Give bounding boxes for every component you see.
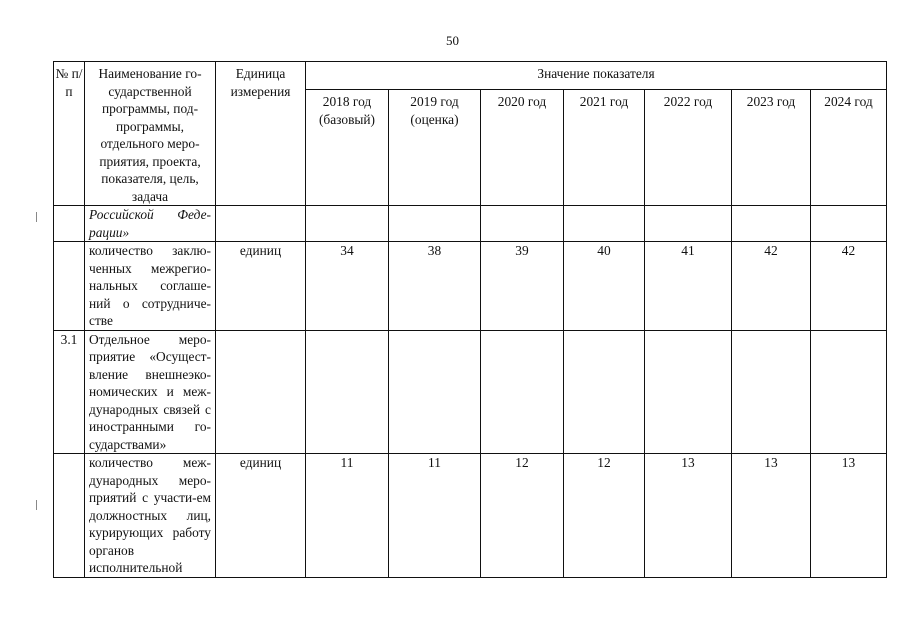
- value-cell: [564, 330, 645, 454]
- row-num: [54, 242, 85, 331]
- page-number: 50: [446, 33, 459, 48]
- value-cell: 12: [564, 454, 645, 578]
- value-cell: 39: [481, 242, 564, 331]
- value-cell: [481, 206, 564, 242]
- value-cell: 38: [389, 242, 481, 331]
- row-unit: единиц: [216, 454, 306, 578]
- header-values-group: Значение показателя: [306, 62, 887, 90]
- year-header: 2018 год (базовый): [306, 90, 389, 206]
- year-header: 2022 год: [645, 90, 732, 206]
- value-cell: 34: [306, 242, 389, 331]
- table-row: [54, 242, 887, 331]
- row-name: Российской Феде-рации»: [85, 206, 216, 242]
- row-num: 3.1: [54, 330, 85, 454]
- value-cell: 41: [645, 242, 732, 331]
- value-cell: [481, 330, 564, 454]
- value-cell: 12: [481, 454, 564, 578]
- value-cell: [645, 330, 732, 454]
- header-name: Наименование го-сударственной программы, под-программы, отдельного меро-приятия, проекта, показателя, цель, задача: [85, 62, 216, 206]
- value-cell: [389, 330, 481, 454]
- row-name: Отдельное меро-приятие «Осущест-вление внешнеэко-номических и меж-дународных связей с иностранными го-сударствами»: [85, 330, 216, 454]
- value-cell: [732, 206, 811, 242]
- row-name: количество меж-дународных меро-приятий с участи-ем должностных лиц, курирующих работу органов исполнительной: [85, 454, 216, 578]
- value-cell: 13: [732, 454, 811, 578]
- value-cell: [732, 330, 811, 454]
- row-num: [54, 454, 85, 578]
- value-cell: 42: [732, 242, 811, 331]
- value-cell: 40: [564, 242, 645, 331]
- scan-artifact: [36, 212, 37, 222]
- value-cell: [811, 330, 887, 454]
- value-cell: 11: [306, 454, 389, 578]
- header-row: [54, 62, 887, 90]
- value-cell: [811, 206, 887, 242]
- row-unit: единиц: [216, 242, 306, 331]
- value-cell: [306, 330, 389, 454]
- value-cell: [564, 206, 645, 242]
- value-cell: [306, 206, 389, 242]
- value-cell: 13: [645, 454, 732, 578]
- row-num: [54, 206, 85, 242]
- header-unit: Единица измерения: [216, 62, 306, 206]
- year-header: 2021 год: [564, 90, 645, 206]
- table-row: [54, 330, 887, 454]
- header-num: № п/п: [54, 62, 85, 206]
- year-header: 2019 год (оценка): [389, 90, 481, 206]
- table-row: [54, 454, 887, 578]
- row-name: количество заклю-ченных межрегио-нальных соглаше-ний о сотрудниче-стве: [85, 242, 216, 331]
- value-cell: 42: [811, 242, 887, 331]
- indicator-table: [53, 61, 887, 578]
- value-cell: 13: [811, 454, 887, 578]
- year-header: 2023 год: [732, 90, 811, 206]
- table-row: [54, 206, 887, 242]
- year-header: 2024 год: [811, 90, 887, 206]
- value-cell: [389, 206, 481, 242]
- year-header: 2020 год: [481, 90, 564, 206]
- row-unit: [216, 330, 306, 454]
- row-unit: [216, 206, 306, 242]
- scan-artifact: [36, 500, 37, 510]
- value-cell: 11: [389, 454, 481, 578]
- value-cell: [645, 206, 732, 242]
